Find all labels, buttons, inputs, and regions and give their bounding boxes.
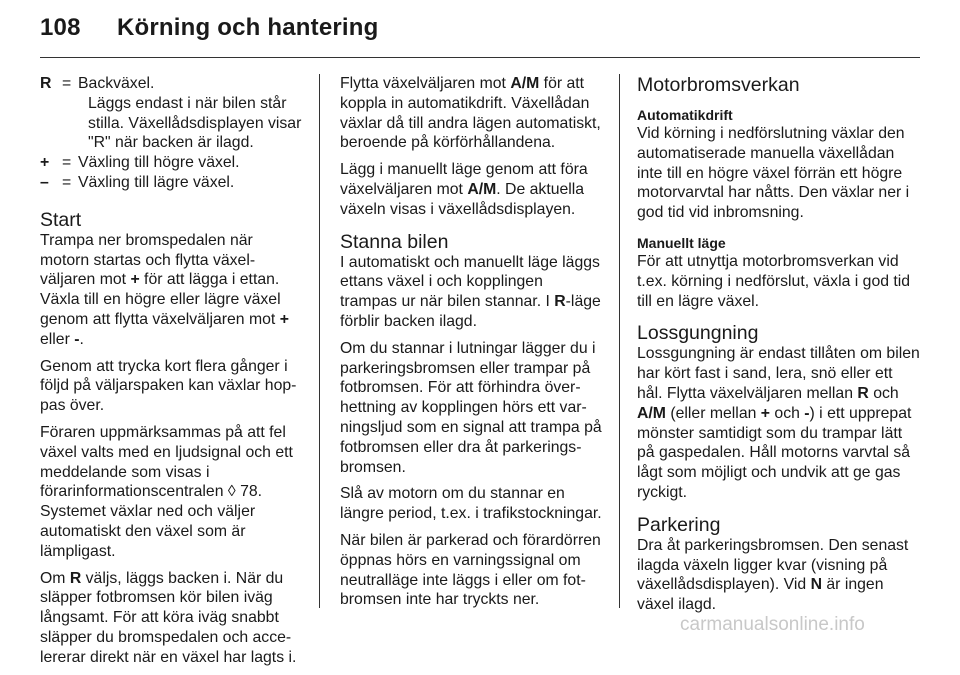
page-number: 108 <box>40 14 81 41</box>
column-2 <box>340 74 602 617</box>
def-key: + <box>40 154 50 172</box>
stanna-paragraph-3: Slå av motorn om du stannar en längre period, t.ex. i trafikstockningar. <box>340 485 602 523</box>
column-divider-2 <box>619 74 620 608</box>
gear-definitions <box>40 74 302 193</box>
def-row-r: R = Backväxel. <box>40 74 302 94</box>
start-paragraph-1: Trampa ner bromspedalen när motorn startas och flytta växelväljaren mot + för att lägga i ettan. Växla till en högre eller lägre växel genom att flytta växelväljaren mot + eller -. <box>40 231 289 348</box>
automatic-paragraph: Flytta växelväljaren mot A/M för att koppla in automatikdrift. Växellådan växlar då till andra lägen automatiskt, beroende på körförhållandena. <box>340 75 601 152</box>
def-row-plus: + = Växling till högre växel. <box>40 153 302 173</box>
def-key: R <box>40 75 52 92</box>
column-1 <box>40 74 302 675</box>
watermark: carmanualsonline.info <box>680 614 865 635</box>
automatik-paragraph: Vid körning i nedförslutning växlar den automatiserade manuella växellådan inte till en högre växel förrän ett högre motorvarvtal har nåtts. Den växlar ner i god tid vid inbromsning. <box>637 125 910 222</box>
def-row-minus: – = Växling till lägre växel. <box>40 173 302 193</box>
parkering-paragraph: Dra åt parkeringsbromsen. Den senast ilagda växeln ligger kvar (visning på växellådsdisplayen). Vid N är ingen växel ilagd. <box>637 536 909 614</box>
section-heading-start: Start <box>40 208 82 231</box>
def-text: Växling till lägre växel. <box>78 173 235 191</box>
subheading-manuellt: Manuellt läge <box>637 234 726 251</box>
section-heading-lossgungning: Lossgungning <box>637 322 759 345</box>
def-text: Backväxel. <box>78 75 155 92</box>
start-paragraph-3: Föraren uppmärksammas på att fel växel valts med en ljudsignal och ett meddelande som visas i förarinformationscentralen ◊ 78. Systemet växlar ned och väljer automatiskt den växel som är lämpligast. <box>40 423 293 560</box>
r-note: Läggs endast i när bilen står stilla. Växellådsdisplayen visar "R" när backen är ilagd. <box>88 94 302 152</box>
column-divider-1 <box>319 74 320 608</box>
chapter-title: Körning och hantering <box>117 14 379 41</box>
def-key: – <box>40 173 49 191</box>
stanna-paragraph-4: När bilen är parkerad och förardörren öppnas hörs en varningssignal om neutralläge inte läggs i eller om fotbromsen inte har tryckts ner. <box>340 531 601 609</box>
section-heading-stanna: Stanna bilen <box>340 230 449 253</box>
def-text: Växling till högre växel. <box>78 154 240 172</box>
subheading-automatikdrift: Automatikdrift <box>637 107 733 123</box>
column-3 <box>637 74 920 622</box>
page-reference-icon: ◊ <box>227 483 236 501</box>
start-paragraph-4: Om R väljs, läggs backen i. När du släpper fotbromsen kör bilen iväg långsamt. För att köra iväg snabbt släpper du bromspedalen och accelererar direkt när en växel har lagts i. <box>40 569 297 666</box>
lossgungning-paragraph: Lossgungning är endast tillåten om bilen har kört fast i sand, lera, snö eller ett hål. Flytta växelväljaren mellan R och A/M (eller mellan + och -) i ett upprepat mönster samtidigt som du trampar lätt på gaspedalen. Håll motorns varvtal så lågt som möjligt och undvik att ge gas ryckigt. <box>637 345 920 501</box>
stanna-paragraph-2: Om du stannar i lutningar lägger du i parkeringsbromsen eller trampar på fotbromsen. För att förhindra överhettning av kopplingen hörs ett varningsljud som en signal att trampa på fotbromsen eller dra åt parkeringsbromsen. <box>340 339 602 476</box>
start-paragraph-2: Genom att trycka kort flera gånger i följd på väljarspaken kan växlar hoppas över. <box>40 357 297 415</box>
manuellt-paragraph: För att utnyttja motorbromsverkan vid t.ex. körning i nedförslut, växla i god tid till en lägre växel. <box>637 252 911 310</box>
manual-paragraph: Lägg i manuellt läge genom att föra växelväljaren mot A/M. De aktuella växeln visas i växellådsdisplayen. <box>340 161 588 218</box>
stanna-paragraph-1: I automatiskt och manuellt läge läggs ettans växel i och kopplingen trampas ur när bilen stannar. I R-läge förblir backen ilagd. <box>340 253 601 330</box>
section-heading-parkering: Parkering <box>637 513 721 536</box>
page-header <box>40 14 379 42</box>
section-heading-motorbroms: Motorbromsverkan <box>637 74 800 96</box>
header-rule <box>40 57 920 58</box>
